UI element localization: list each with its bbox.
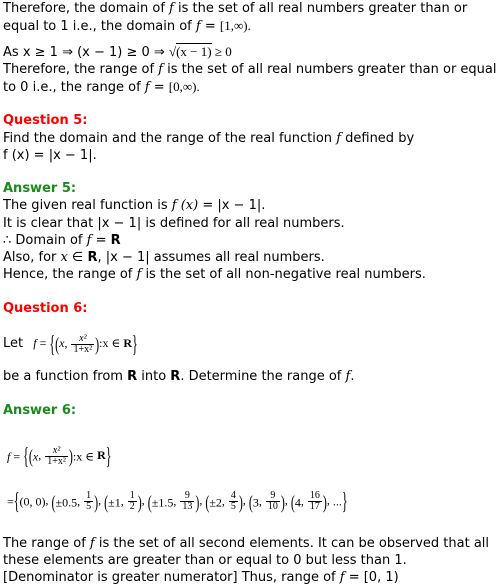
answer-6-para-1: The range of f is the set of all second elements. It can be observed that all: [3, 536, 490, 551]
answer-5-line-1: The given real function is f (x) = |x − 1|.: [3, 198, 266, 213]
intro-line-4: Therefore, the range of f is the set of all real numbers greater than or equal: [3, 62, 496, 77]
set-item-4: (±2, $\frac{4}{5}$ ): [205, 490, 243, 514]
set-item-1: (±0.5, $\frac{1}{5}$ ): [51, 490, 99, 514]
set-item-5: (3, $\frac{9}{10}$ ): [248, 490, 285, 514]
intro-line-3: As x ≥ 1 ⇒ (x − 1) ≥ 0 ⇒ √(x − 1) ≥ 0: [3, 44, 232, 60]
answer-5-line-4: Also, for x ∈ R, |x − 1| assumes all real numbers.: [3, 250, 325, 265]
answer-6-title: Answer 6:: [3, 403, 77, 418]
answer-5-title: Answer 5:: [3, 181, 77, 196]
set-item-3: (±1.5, $\frac{9}{13}$ ): [147, 490, 200, 514]
question-5-text-2: f (x) = |x − 1|.: [3, 148, 97, 163]
set-item-0: (0, 0): [19, 494, 46, 509]
set-item-6: (4, $\frac{16}{17}$ ): [290, 490, 327, 514]
answer-6-para-3: [Denominator is greater numerator] Thus, range of f = [0, 1): [3, 570, 399, 585]
intro-line-5: to 0 i.e., the range of f = [0,∞).: [3, 79, 200, 95]
intro-line-1: Therefore, the domain of f is the set of all real numbers greater than or: [3, 1, 468, 16]
answer-5-line-2: It is clear that |x − 1| is defined for all real numbers.: [3, 216, 345, 231]
answer-6-function-def: f = {(x, $\frac{\text{x²}}{\text{1+x²}}$ ):x ∈ R}: [7, 442, 112, 471]
answer-6-set-listing: ={(0, 0), (±0.5, $\frac{1}{5}$ ), (±1, $\frac{1}{2}$ ), (±1.5, $\frac{9}{13}$ ), (±2, $\frac{4}{5}$ ), (3, $\frac{9}{10}$ ), (4, $\frac{16}{17}$ ), ...}: [7, 487, 348, 516]
question-6-function-def: Let f = {(x, $\frac{\text{x²}}{\text{1+x²}}$ ):x ∈ R}: [3, 330, 138, 359]
answer-5-line-3: ∴ Domain of f = R: [3, 233, 121, 248]
question-6-text: be a function from R into R. Determine the range of f.: [3, 369, 355, 384]
answer-6-para-2: these elements are greater than or equal to 0 but less than 1.: [3, 553, 407, 568]
question-5-title: Question 5:: [3, 113, 88, 128]
intro-line-2: equal to 1 i.e., the domain of f = [1,∞).: [3, 18, 251, 34]
answer-5-line-5: Hence, the range of f is the set of all non-negative real numbers.: [3, 267, 426, 282]
question-5-text-1: Find the domain and the range of the real function f defined by: [3, 131, 415, 146]
question-6-title: Question 6:: [3, 301, 88, 316]
set-item-2: (±1, $\frac{1}{2}$ ): [104, 490, 142, 514]
